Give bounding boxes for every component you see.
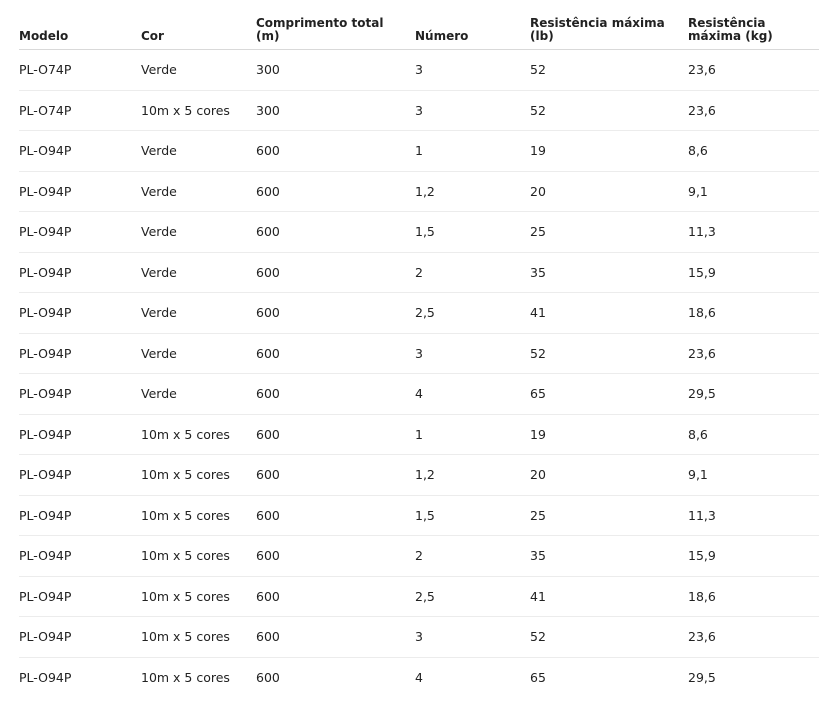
cell-modelo: PL-O74P — [19, 90, 141, 131]
cell-modelo: PL-O94P — [19, 171, 141, 212]
cell-resistencia-lb: 25 — [530, 212, 688, 253]
table-row — [19, 293, 819, 334]
cell-resistencia-kg: 29,5 — [688, 669, 716, 685]
cell-cor: Verde — [141, 50, 256, 91]
cell-resistencia-kg: 29,5 — [688, 374, 819, 415]
cell-comprimento: 600 — [256, 212, 415, 253]
cell-resistencia-kg: 23,6 — [688, 50, 819, 91]
cell-numero: 1,2 — [415, 455, 530, 496]
cell-cor: Verde — [141, 252, 256, 293]
cell-numero: 1,5 — [415, 212, 530, 253]
cell-modelo: PL-O94P — [19, 576, 141, 617]
cell-comprimento: 600 — [256, 131, 415, 172]
cell-resistencia-kg: 15,9 — [688, 252, 819, 293]
cell-resistencia-kg: 9,1 — [688, 455, 819, 496]
cell-resistencia-lb: 19 — [530, 414, 688, 455]
cell-resistencia-kg: 11,3 — [688, 495, 819, 536]
cell-resistencia-lb: 20 — [530, 455, 688, 496]
table-header — [19, 14, 819, 50]
cell-comprimento: 600 — [256, 536, 415, 577]
header-resistencia-lb: Resistência máxima (lb) — [530, 14, 688, 50]
cell-cor: 10m x 5 cores — [141, 536, 256, 577]
cell-comprimento: 600 — [256, 414, 415, 455]
table-row — [19, 617, 819, 658]
cell-resistencia-lb: 35 — [530, 536, 688, 577]
cell-resistencia-kg: 18,6 — [688, 576, 819, 617]
cell-comprimento: 600 — [256, 495, 415, 536]
cell-comprimento: 300 — [256, 50, 415, 91]
cell-resistencia-kg: 8,6 — [688, 414, 819, 455]
cell-resistencia-lb: 52 — [530, 333, 688, 374]
header-comprimento: Comprimento total (m) — [256, 14, 415, 50]
cell-resistencia-lb: 41 — [530, 293, 688, 334]
cell-resistencia-kg: 9,1 — [688, 171, 819, 212]
cell-numero: 2 — [415, 252, 530, 293]
cell-numero: 1 — [415, 131, 530, 172]
cell-comprimento: 600 — [256, 374, 415, 415]
cell-comprimento: 600 — [256, 333, 415, 374]
cell-numero: 3 — [415, 90, 530, 131]
cell-resistencia-kg: 23,6 — [688, 333, 819, 374]
cell-resistencia-lb: 65 — [530, 669, 546, 685]
cell-numero: 3 — [415, 50, 530, 91]
cell-comprimento: 600 — [256, 617, 415, 658]
header-resistencia-kg: Resistência máxima (kg) — [688, 14, 819, 50]
cell-resistencia-kg: 23,6 — [688, 617, 819, 658]
table-row — [19, 374, 819, 415]
cell-modelo: PL-O94P — [19, 536, 141, 577]
cell-numero: 3 — [415, 333, 530, 374]
cell-modelo: PL-O74P — [19, 50, 141, 91]
cell-resistencia-kg: 18,6 — [688, 293, 819, 334]
cell-cor: 10m x 5 cores — [141, 455, 256, 496]
cell-resistencia-lb: 19 — [530, 131, 688, 172]
cell-cor: Verde — [141, 171, 256, 212]
cell-modelo: PL-O94P — [19, 414, 141, 455]
cell-numero: 4 — [415, 669, 423, 685]
cell-cor: Verde — [141, 131, 256, 172]
cell-resistencia-lb: 20 — [530, 171, 688, 212]
table-row — [19, 171, 819, 212]
cell-resistencia-lb: 52 — [530, 90, 688, 131]
cell-cor: 10m x 5 cores — [141, 495, 256, 536]
table-row — [19, 212, 819, 253]
cell-resistencia-lb: 52 — [530, 617, 688, 658]
cell-numero: 1 — [415, 414, 530, 455]
cell-modelo: PL-O94P — [19, 495, 141, 536]
cell-comprimento: 300 — [256, 90, 415, 131]
cell-numero: 4 — [415, 374, 530, 415]
table-row — [19, 333, 819, 374]
cell-comprimento: 600 — [256, 455, 415, 496]
cell-cor: 10m x 5 cores — [141, 90, 256, 131]
cell-cor: 10m x 5 cores — [141, 414, 256, 455]
header-row — [19, 14, 819, 50]
cell-cor: 10m x 5 cores — [141, 669, 230, 685]
table-body — [19, 50, 819, 698]
table-row — [19, 414, 819, 455]
cell-modelo: PL-O94P — [19, 374, 141, 415]
cell-cor: Verde — [141, 212, 256, 253]
table-row — [19, 657, 819, 697]
cell-comprimento: 600 — [256, 171, 415, 212]
cell-modelo: PL-O94P — [19, 212, 141, 253]
header-cor: Cor — [141, 14, 256, 50]
header-modelo: Modelo — [19, 14, 141, 50]
table-row — [19, 455, 819, 496]
cell-modelo: PL-O94P — [19, 617, 141, 658]
cell-modelo: PL-O94P — [19, 455, 141, 496]
cell-cor: Verde — [141, 374, 256, 415]
cell-cor: Verde — [141, 293, 256, 334]
cell-numero: 3 — [415, 617, 530, 658]
cell-modelo: PL-O94P — [19, 333, 141, 374]
cell-resistencia-lb: 35 — [530, 252, 688, 293]
cell-cor: 10m x 5 cores — [141, 576, 256, 617]
cell-resistencia-lb: 25 — [530, 495, 688, 536]
cell-numero: 1,5 — [415, 495, 530, 536]
header-numero: Número — [415, 14, 530, 50]
table-row — [19, 252, 819, 293]
table-row — [19, 536, 819, 577]
cell-resistencia-lb: 41 — [530, 576, 688, 617]
table-row — [19, 90, 819, 131]
cell-resistencia-kg: 15,9 — [688, 536, 819, 577]
cell-modelo: PL-O94P — [19, 669, 72, 685]
cell-cor: 10m x 5 cores — [141, 617, 256, 658]
cell-modelo: PL-O94P — [19, 293, 141, 334]
cell-numero: 2 — [415, 536, 530, 577]
table-row — [19, 576, 819, 617]
cell-comprimento: 600 — [256, 293, 415, 334]
cell-resistencia-kg: 11,3 — [688, 212, 819, 253]
cell-cor: Verde — [141, 333, 256, 374]
cell-numero: 2,5 — [415, 576, 530, 617]
cell-modelo: PL-O94P — [19, 252, 141, 293]
cell-numero: 2,5 — [415, 293, 530, 334]
table-row — [19, 131, 819, 172]
cell-resistencia-lb: 52 — [530, 50, 688, 91]
cell-numero: 1,2 — [415, 171, 530, 212]
cell-resistencia-kg: 8,6 — [688, 131, 819, 172]
cell-resistencia-kg: 23,6 — [688, 90, 819, 131]
spec-table — [19, 14, 819, 697]
cell-comprimento: 600 — [256, 252, 415, 293]
cell-resistencia-lb: 65 — [530, 374, 688, 415]
cell-comprimento: 600 — [256, 669, 280, 685]
table-row — [19, 495, 819, 536]
table-row — [19, 50, 819, 91]
cell-modelo: PL-O94P — [19, 131, 141, 172]
cell-comprimento: 600 — [256, 576, 415, 617]
